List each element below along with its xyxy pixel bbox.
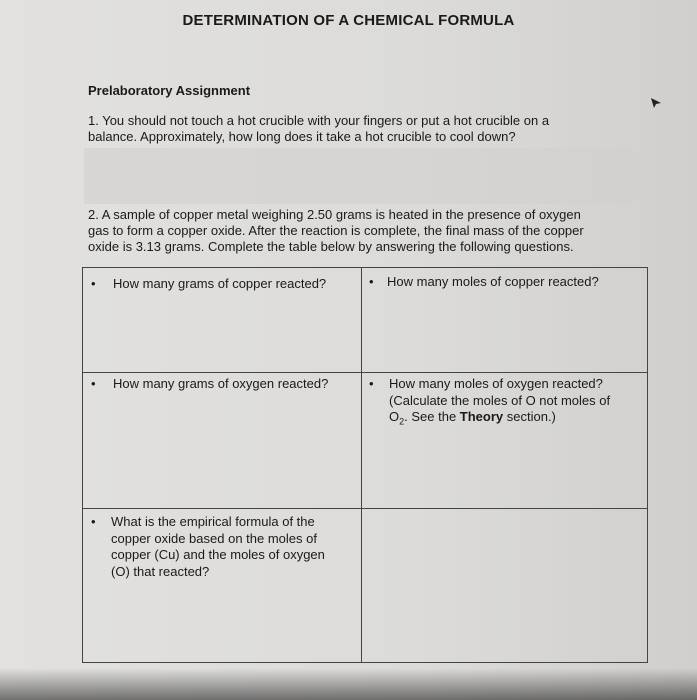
table-vertical-divider: [361, 268, 362, 662]
theory-bold: Theory: [459, 409, 504, 424]
question-1: [88, 113, 608, 145]
cell-1-bullet: •: [91, 276, 96, 291]
table-row-divider-2: [83, 508, 647, 509]
cell-5-bullet: •: [91, 514, 96, 529]
page-title: DETERMINATION OF A CHEMICAL FORMULA: [182, 12, 515, 29]
cell-grams-copper: How many grams of copper reacted?: [113, 276, 327, 291]
cell-4-line-3-end: section.): [503, 409, 556, 424]
cell-5-line-2: copper oxide based on the moles of: [111, 530, 317, 546]
answer-table: [82, 267, 648, 663]
table-row-divider-1: [83, 372, 647, 373]
cell-2-bullet: •: [369, 274, 374, 289]
cell-moles-copper: How many moles of copper reacted?: [387, 274, 599, 289]
section-heading: Prelaboratory Assignment: [88, 83, 251, 98]
cell-5-line-4: (O) that reacted?: [111, 563, 210, 579]
question-2: [88, 207, 640, 255]
question-2-line-3: oxide is 3.13 grams. Complete the table below by answering the following questions.: [88, 239, 574, 254]
cell-4-line-3-text: . See the: [404, 409, 460, 424]
question-1-answer-area: [84, 148, 634, 204]
question-2-line-2: gas to form a copper oxide. After the reaction is complete, the final mass of the copper: [88, 223, 584, 238]
cell-5-line-3: copper (Cu) and the moles of oxygen: [111, 547, 325, 562]
question-2-line-1: 2. A sample of copper metal weighing 2.50 grams is heated in the presence of oxygen: [88, 207, 581, 222]
cell-3-bullet: •: [91, 376, 96, 391]
oxygen-subscript: 2: [399, 416, 405, 427]
question-1-line-2: balance. Approximately, how long does it take a hot crucible to cool down?: [88, 129, 516, 144]
cell-5-line-1: What is the empirical formula of the: [111, 514, 315, 529]
oxygen-symbol: O: [389, 409, 400, 424]
cell-4-bullet: •: [369, 376, 374, 391]
cell-empirical-formula: [111, 514, 325, 580]
cell-moles-oxygen: [389, 376, 610, 430]
mouse-pointer-icon: [650, 97, 662, 109]
cell-4-line-2: (Calculate the moles of O not moles of: [389, 392, 611, 408]
cell-grams-oxygen: How many grams of oxygen reacted?: [113, 376, 329, 391]
cell-4-line-3: [389, 409, 610, 430]
cell-4-line-1: How many moles of oxygen reacted?: [389, 376, 603, 391]
question-1-line-1: 1. You should not touch a hot crucible with your fingers or put a hot crucible on a: [88, 113, 550, 128]
